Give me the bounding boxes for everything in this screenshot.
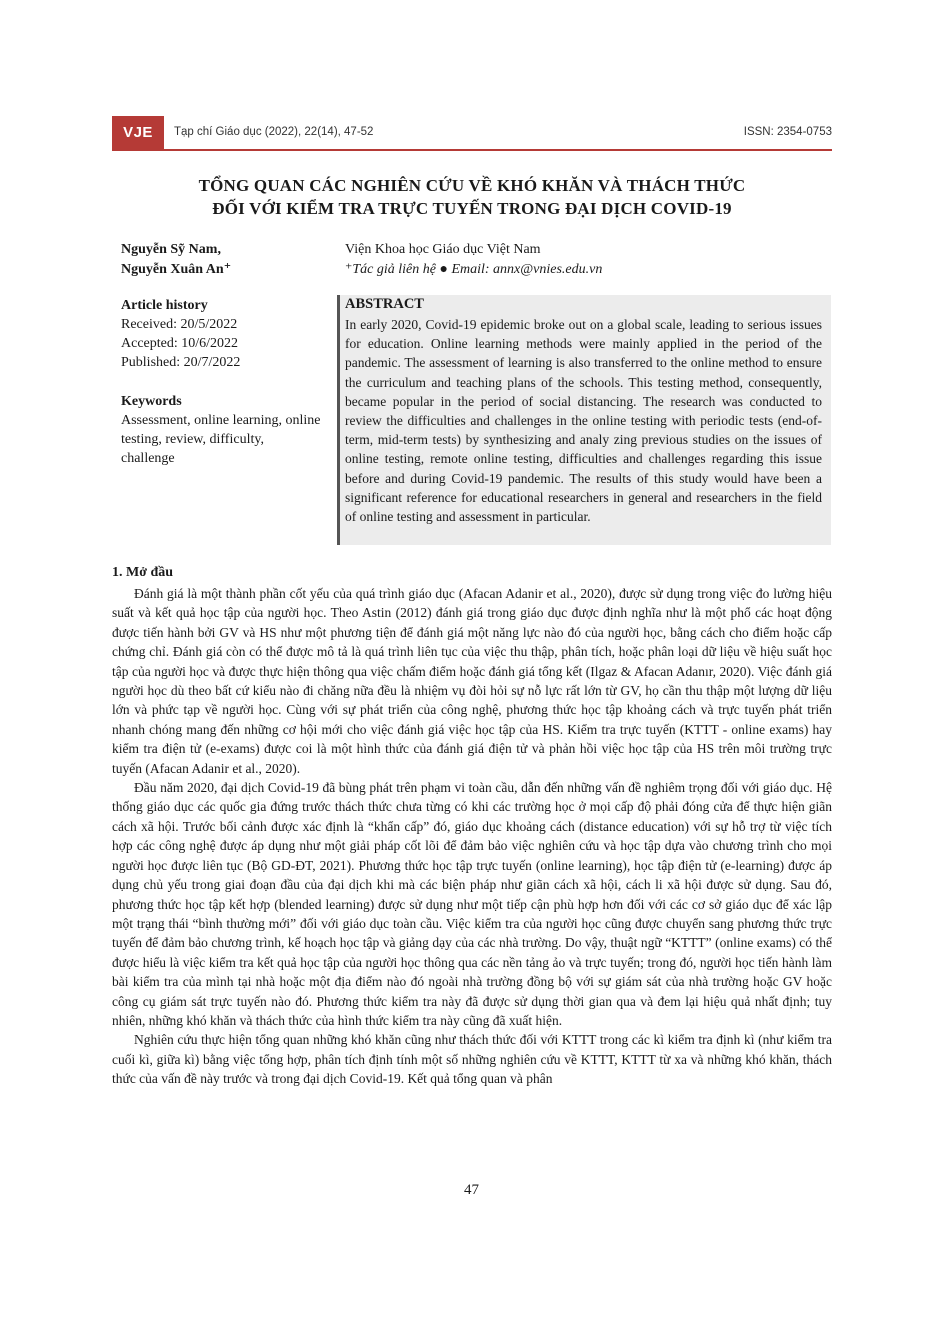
paper-title: [112, 174, 832, 220]
author-list: [121, 240, 231, 280]
article-history: [121, 296, 321, 372]
keywords-block: [121, 392, 321, 468]
keywords-heading: Keywords: [121, 394, 182, 409]
institute: Viện Khoa học Giáo dục Việt Nam: [345, 242, 541, 257]
author-2: Nguyễn Xuân An⁺: [121, 262, 232, 277]
keywords-list: Assessment, online learning, online testing, review, difficulty, challenge: [121, 413, 321, 466]
corresponding-contact: ⁺Tác giả liên hệ ● Email: annx@vnies.edu.vn: [345, 262, 603, 277]
title-line-2: ĐỐI VỚI KIỂM TRA TRỰC TUYẾN TRONG ĐẠI DỊCH COVID-19: [212, 199, 732, 218]
paragraph-1: Đánh giá là một thành phần cốt yếu của quá trình giáo dục (Afacan Adanir et al., 2020), được sử dụng trong việc đo lường hiệu suất và kết quả học tập của người học. Theo Astin (2012) đánh giá trong giáo dục được định nghĩa như là một phổ các hoạt động được tiến hành bởi GV và HS như một phương tiện để đánh giá một năng lực nào đó của người học, bằng cách cho điểm hoặc cấp chứng chỉ. Đánh giá còn có thể được mô tả là quá trình liên tục của việc thu thập, phân tích, hoặc phân loại dữ liệu về hiệu suất học tập của người học và được thực hiện thông qua việc chấm điểm hoặc đánh giá tổng kết (Ilgaz & Afacan Adanır, 2020). Việc đánh giá người học dù theo bất cứ kiểu nào đi chăng nữa đều là nhiệm vụ đòi hỏi sự nỗ lực rất lớn từ GV, họ cần thu thập một lượng dữ liệu lớn và phức tạp về người học. Cùng với sự phát triển của công nghệ, phương thức học tập khoảng cách và trực tuyến phát triển nhanh chóng mang đến những cơ hội mới cho việc đánh giá việc học tập của HS. Kiểm tra trực tuyến (KTTT - online exams) hay kiểm tra điện tử (e-exams) được coi là một hình thức của đánh giá điện tử và phản hồi việc học tập của HS trên môi trường trực tuyến (Afacan Adanir et al., 2020).: [112, 586, 832, 776]
abstract-heading: ABSTRACT: [345, 296, 424, 312]
title-line-1: TỔNG QUAN CÁC NGHIÊN CỨU VỀ KHÓ KHĂN VÀ THÁCH THỨC: [198, 176, 746, 195]
paragraph-3: Nghiên cứu thực hiện tổng quan những khó khăn cũng như thách thức đối với KTTT trong các kì kiểm tra định kì (như kiểm tra cuối kì, giữa kì) bằng việc tổng hợp, phân tích định tính một số những nghiên cứu về KTTT, KTTT từ xa và những khó khăn, thách thức của vấn đề này trước và trong đại dịch Covid-19. Kết quả tổng quan và phân: [112, 1032, 832, 1087]
body-text: [112, 563, 832, 1089]
author-1: Nguyễn Sỹ Nam,: [121, 242, 221, 257]
received-date: Received: 20/5/2022: [121, 317, 238, 332]
history-heading: Article history: [121, 298, 208, 313]
journal-citation: Tạp chí Giáo dục (2022), 22(14), 47-52: [174, 126, 374, 138]
abstract-box: [337, 295, 831, 545]
section-heading: 1. Mở đầu: [112, 565, 174, 580]
abstract-text: In early 2020, Covid-19 epidemic broke out on a global scale, leading to serious issues for education. Online learning methods were mainly applied in the period of the pandemic. The assessment of learning is also transferred to the online method to ensure the curriculum and teaching plans of the schools. This testing method, consequently, became popular in the period of social distancing. The research was conducted to review the difficulties and challenges in the online testing with periodic tests (end-of-term, mid-term tests) by synthesizing and analy zing previous studies on the issues of online testing, remote online testing, difficulties and challenges regarding this issue before and during Covid-19 pandemic. The results of this study would have been a significant reference for educational researchers in general and researchers in the field of online testing and assessment in particular.: [345, 317, 822, 525]
abstract-accent-bar: [337, 295, 340, 545]
page-number: 47: [464, 1182, 479, 1198]
affiliation: [345, 240, 602, 280]
page-header: [112, 116, 832, 150]
paragraph-2: Đầu năm 2020, đại dịch Covid-19 đã bùng phát trên phạm vi toàn cầu, dẫn đến những vấn đề nghiêm trọng đối với giáo dục. Hệ thống giáo dục các quốc gia đứng trước thách thức chưa từng có khi các trường học ở mọi cấp độ phải đóng cửa để thực hiện giãn cách xã hội. Trước bối cảnh được xác định là “khẩn cấp” đó, giáo dục khoảng cách (distance education) với sự hỗ trợ từ việc tích hợp các công nghệ được áp dụng như một giải pháp cốt lõi để đảm bảo việc nghiên cứu và học tập dựa vào chương trình cho mọi người học được liên tục (Bộ GD-ĐT, 2021). Phương thức học tập trực tuyến (online learning), học tập điện tử (e-learning) được áp dụng chủ yếu trong giai đoạn đầu của đại dịch khi mà các biện pháp như giãn cách xã hội, cách li xã hội được sử dụng. Sau đó, phương thức học tập kết hợp (blended learning) được sử dụng như một tiếp cận phù hợp hơn đối với các cơ sở giáo dục để xác lập một trạng thái “bình thường mới” đối với giáo dục toàn cầu. Việc kiểm tra của người học cũng được chuyển sang phương thức trực tuyến để đảm bảo chương trình, kế hoạch học tập và giảng dạy của các nhà trường. Do vậy, thuật ngữ “KTTT” (online exams) có thể được hiểu là việc kiểm tra kết quả học tập của người học thông qua các nền tảng ảo và trực tuyến; trong đó, người học tiến hành làm bài kiểm tra của mình tại nhà hoặc một địa điểm nào đó ngoài nhà trường đồng bộ với sự giám sát của nhà trường hoặc GV hoặc công cụ giám sát trực tuyến nào đó. Phương thức kiểm tra này đã được sử dụng thời gian qua và đem lại hiệu quả nhất định; tuy nhiên, những khó khăn và thách thức của hình thức kiểm tra này cũng đã xuất hiện.: [112, 780, 832, 1028]
published-date: Published: 20/7/2022: [121, 355, 241, 370]
issn: ISSN: 2354-0753: [743, 126, 832, 138]
accepted-date: Accepted: 10/6/2022: [121, 336, 239, 351]
header-rule: [112, 149, 832, 151]
journal-logo: VJE: [112, 116, 164, 150]
